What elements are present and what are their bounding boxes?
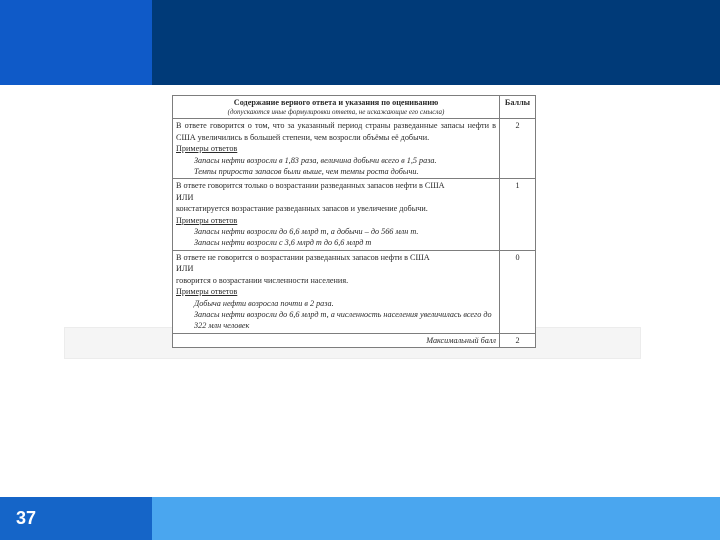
row-points: 0: [500, 250, 536, 333]
row-or: ИЛИ: [176, 192, 194, 202]
example-text: Темпы прироста запасов были выше, чем темпы роста добычи.: [194, 167, 419, 177]
row-criteria-cell: [173, 119, 500, 179]
row-text: В ответе говорится о том, что за указанный период страны разведанные запасы нефти в США увеличились в большей степени, чем возросли объёмы её добычи.: [176, 121, 496, 142]
table-row: [173, 250, 536, 333]
example-text: Запасы нефти возросли до 6,6 млрд т, а численность населения увеличилась всего до 322 млн человек: [194, 309, 492, 331]
row-text-alt: говорится о возрастании численности населения.: [176, 275, 349, 285]
footer-band-right: [152, 497, 720, 540]
row-text: В ответе не говорится о возрастании разведанных запасов нефти в США: [176, 252, 430, 262]
table-header-row: [173, 96, 536, 119]
row-or: ИЛИ: [176, 264, 194, 274]
slide-number: 37: [16, 508, 37, 528]
header-subtitle: (допускаются иные формулировки ответа, не искажающие его смысла): [227, 108, 445, 117]
example-text: Запасы нефти возросли до 6,6 млрд т, а добычи – до 566 млн т.: [194, 227, 419, 237]
example-text: Запасы нефти возросли с 3,6 млрд т до 6,6 млрд т: [194, 238, 372, 248]
table-footer-row: [173, 333, 536, 347]
max-score-value: 2: [500, 333, 536, 347]
table-row: [173, 119, 536, 179]
examples-label: Примеры ответов: [176, 144, 238, 154]
row-text-alt: констатируется возрастание разведанных запасов и увеличение добычи.: [176, 204, 428, 214]
max-score-label: Максимальный балл: [173, 333, 500, 347]
examples-label: Примеры ответов: [176, 287, 238, 297]
table-row: [173, 179, 536, 250]
row-criteria-cell: [173, 179, 500, 250]
header-band-left: [0, 0, 152, 85]
row-text: В ответе говорится только о возрастании разведанных запасов нефти в США: [176, 181, 445, 191]
row-points: 1: [500, 179, 536, 250]
header-band-right: [152, 0, 720, 85]
grading-table: [172, 95, 536, 348]
example-text: Запасы нефти возросли в 1,83 раза, величина добычи всего в 1,5 раза.: [194, 155, 437, 165]
row-points: 2: [500, 119, 536, 179]
header-points: Баллы: [500, 96, 536, 119]
row-criteria-cell: [173, 250, 500, 333]
example-text: Добыча нефти возросла почти в 2 раза.: [194, 298, 334, 308]
header-title: Содержание верного ответа и указания по оцениванию: [233, 98, 439, 107]
examples-label: Примеры ответов: [176, 215, 238, 225]
header-criteria-cell: [173, 96, 500, 119]
